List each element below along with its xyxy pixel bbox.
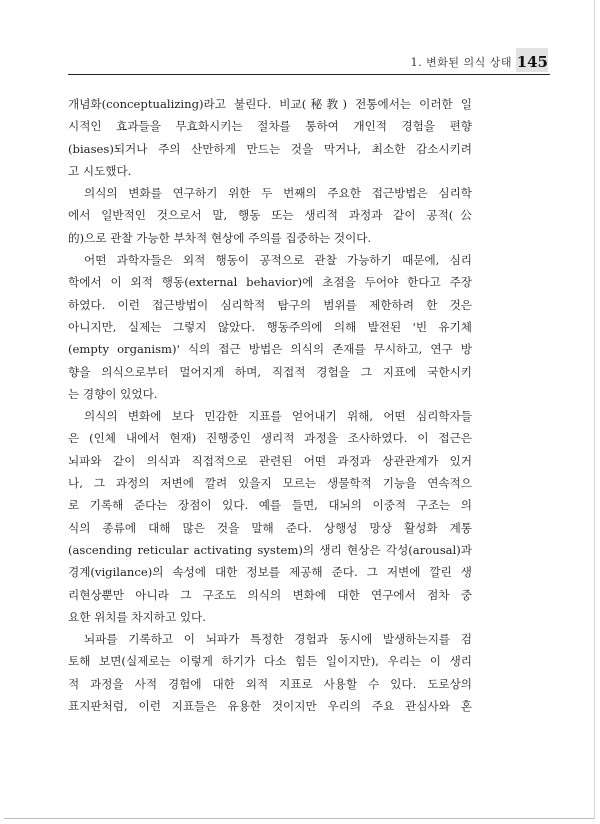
text-line: 토해 보면(실제로는 이렇게 하기가 다소 힘든 일이지만), 우리는 이 생리 [68, 654, 472, 669]
header-rule [68, 74, 550, 75]
running-head: 1. 변화된 의식 상태 [410, 56, 512, 69]
text-line: 적 과정을 사적 경험에 대한 외적 지표로 사용할 수 있다. 도로상의 [68, 676, 472, 691]
text-line: 리현상뿐만 아니라 그 구조도 의식의 변화에 대한 연구에서 점차 중 [68, 587, 472, 602]
body-text [68, 93, 472, 717]
text-line: 에서 일반적인 것으로서 말, 행동 또는 생리적 과정과 같이 공적(公 [68, 208, 472, 223]
text-line: 로 기록해 준다는 장점이 있다. 예를 들면, 대뇌의 이중적 구조는 의 [68, 498, 472, 513]
text-line: (empty organism)' 식의 접근 방법은 의식의 존재를 무시하고, 연구 방 [68, 342, 472, 357]
text-line: 아니지만, 실제는 그렇지 않았다. 행동주의에 의해 발전된 '빈 유기체 [68, 319, 472, 334]
text-line: 향을 의식으로부터 멀어지게 하며, 직접적 경험을 그 지표에 국한시키 [68, 364, 472, 379]
text-line: 은 (인체 내에서 현재) 진행중인 생리적 과정을 조사하였다. 이 접근은 [68, 431, 472, 446]
text-line: 개념화(conceptualizing)라고 불린다. 비교(秘教) 전통에서는 이러한 일 [68, 97, 472, 111]
text-line: 的)으로 관찰 가능한 부차적 현상에 주의를 집중하는 것이다. [68, 230, 372, 245]
page-number: 145 [516, 53, 548, 71]
text-line: 의식의 변화를 연구하기 위한 두 번째의 주요한 접근방법은 심리학 [84, 186, 472, 201]
text-line: 의식의 변화에 보다 민감한 지표를 얻어내기 위해, 어떤 심리학자들 [84, 409, 472, 424]
text-line: 나, 그 과정의 저변에 깔려 있을지 모르는 생물학적 기능을 연속적으 [68, 476, 472, 491]
text-line: (biases)되거나 주의 산만하게 만드는 것을 막거나, 최소한 감소시키려 [68, 141, 472, 156]
text-line: 요한 위치를 차지하고 있다. [68, 609, 206, 624]
text-line: 뇌파와 같이 의식과 직접적으로 관련된 어떤 과정과 상관관계가 있거 [68, 453, 472, 468]
text-line: 경계(vigilance)의 속성에 대한 정보를 제공해 준다. 그 저변에 깔린 생 [68, 565, 472, 580]
text-line: 어떤 과학자들은 외적 행동이 공적으로 관찰 가능하기 때문에, 심리 [84, 253, 472, 268]
text-line: 뇌파를 기록하고 이 뇌파가 특정한 경험과 동시에 발생하는지를 검 [84, 632, 472, 647]
text-line: 하였다. 이런 접근방법이 심리학적 탐구의 범위를 제한하려 한 것은 [68, 297, 472, 312]
text-line: 는 경향이 있었다. [68, 386, 158, 401]
text-line: (ascending reticular activating system)의 생리 현상은 각성(arousal)과 [68, 542, 472, 557]
text-line: 학에서 이 외적 행동(external behavior)에 초점을 두어야 한다고 주장 [68, 275, 472, 290]
text-line: 표지판처럼, 이런 지표들은 유용한 것이지만 우리의 주요 관심사와 혼 [68, 699, 472, 714]
text-line: 고 시도했다. [68, 163, 132, 178]
text-line: 식의 종류에 대해 많은 것을 말해 준다. 상행성 망상 활성화 계통 [68, 520, 472, 535]
text-line: 시적인 효과들을 무효화시키는 절차를 통하여 개인적 경험을 편향 [68, 119, 472, 134]
